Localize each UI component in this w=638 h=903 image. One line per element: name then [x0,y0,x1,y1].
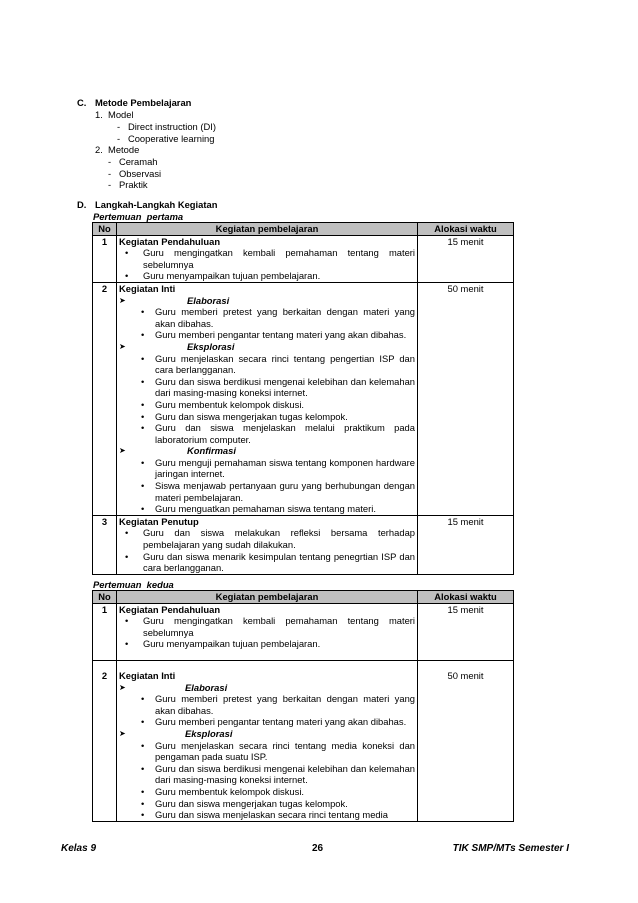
list-item: • Guru memberi pretest yang berkaitan dengan materi yang akan dibahas. [119,693,415,716]
eksplorasi-heading: ➤ Eksplorasi [119,727,233,739]
row-activities [117,660,418,821]
row-time: 15 menit [418,235,514,282]
section-d-title: Langkah-Langkah Kegiatan [95,199,218,210]
row-activities [117,603,418,660]
list-item: • Siswa menjawab pertanyaan guru yang berhubungan dengan materi pembelajaran. [119,480,415,503]
header-kegiatan: Kegiatan pembelajaran [117,591,418,604]
table-row [93,660,514,821]
header-no: No [93,591,117,604]
model-item-2: - Cooperative learning [117,133,215,144]
arrow-bullet-icon: ➤ [119,728,126,738]
row-title: Kegiatan Inti [119,669,176,681]
row-number: 3 [93,515,117,574]
header-kegiatan: Kegiatan pembelajaran [117,223,418,236]
list-item: • Guru dan siswa menjelaskan secara rinci tentang media [119,809,415,821]
metode-item-3: - Praktik [108,179,148,190]
table-row [93,603,514,660]
list-item: • Guru membentuk kelompok diskusi. [119,786,415,798]
row-time: 15 menit [418,515,514,574]
footer-class: Kelas 9 [61,843,97,854]
row-time: 50 menit [418,282,514,515]
list-item: • Guru memberi pengantar tentang materi yang akan dibahas. [119,329,415,341]
row-number: 1 [93,235,117,282]
list-item: • Guru dan siswa berdikusi mengenai kelebihan dan kelemahan dari masing-masing koneksi internet. [119,376,415,399]
section-c-title: Metode Pembelajaran [95,97,192,108]
list-item: • Guru menjelaskan secara rinci tentang pengertian ISP dan cara berlangganan. [119,353,415,376]
row-number: 2 [93,282,117,515]
list-item: • Guru dan siswa mengerjakan tugas kelompok. [119,798,415,810]
elaborasi-heading: ➤ Elaborasi [119,681,228,693]
row-activities [117,515,418,574]
list-item: • Guru mengingatkan kembali pemahaman tentang materi sebelumnya [119,247,415,270]
list-item: • Guru menyampaikan tujuan pembelajaran. [119,270,415,282]
list-item: • Guru menguji pemahaman siswa tentang komponen hardware jaringan internet. [119,457,415,480]
eksplorasi-heading: ➤ Eksplorasi [119,340,235,352]
table-row [93,515,514,574]
list-item: • Guru dan siswa berdikusi mengenai kelebihan dan kelemahan dari masing-masing koneksi internet. [119,763,415,786]
table-header-row [93,223,514,236]
elaborasi-heading: ➤ Elaborasi [119,294,230,306]
metode-item-1: - Ceramah [108,156,158,167]
list-item: • Guru dan siswa menarik kesimpulan tentang penegrtian ISP dan cara berlangganan. [119,551,415,574]
pertemuan-kedua-label: Pertemuan kedua [93,579,174,590]
model-item-1: - Direct instruction (DI) [117,121,216,132]
row-number: 2 [93,660,117,821]
arrow-bullet-icon: ➤ [119,446,126,456]
arrow-bullet-icon: ➤ [119,682,126,692]
section-c-letter: C. [77,97,87,108]
table-row [93,235,514,282]
row-title: Kegiatan Pendahuluan [119,603,221,615]
list-item: • Guru dan siswa menjelaskan melalui praktikum pada laboratorium computer. [119,422,415,445]
pertemuan-pertama-label: Pertemuan pertama [93,211,184,222]
row-title: Kegiatan Inti [119,282,176,294]
list-item: • Guru menjelaskan secara rinci tentang media koneksi dan pengaman pada suatu ISP. [119,740,415,763]
row-activities [117,235,418,282]
model-label: 1. Model [95,109,134,120]
header-no: No [93,223,117,236]
table-row [93,282,514,515]
row-title: Kegiatan Pendahuluan [119,235,221,247]
row-title: Kegiatan Penutup [119,515,199,527]
list-item: • Guru menyampaikan tujuan pembelajaran. [119,638,415,650]
list-item: • Guru memberi pretest yang berkaitan dengan materi yang akan dibahas. [119,306,415,329]
footer-subject: TIK SMP/MTs Semester I [452,843,569,854]
list-item: • Guru dan siswa melakukan refleksi bersama terhadap pembelajaran yang sudah dilakukan. [119,527,415,550]
konfirmasi-heading: ➤ Konfirmasi [119,445,236,457]
row-time: 50 menit [418,660,514,821]
arrow-bullet-icon: ➤ [119,295,126,305]
meeting1-table [92,222,514,575]
row-activities [117,282,418,515]
list-item: • Guru menguatkan pemahaman siswa tentang materi. [119,503,415,515]
meeting2-table [92,590,514,822]
page-number: 26 [312,843,324,854]
metode-label: 2. Metode [95,144,140,155]
header-alokasi: Alokasi waktu [418,223,514,236]
arrow-bullet-icon: ➤ [119,341,126,351]
list-item: • Guru dan siswa mengerjakan tugas kelompok. [119,411,415,423]
row-time: 15 menit [418,603,514,660]
list-item: • Guru mengingatkan kembali pemahaman tentang materi sebelumnya [119,615,415,638]
table-header-row [93,591,514,604]
section-d-letter: D. [77,199,87,210]
list-item: • Guru membentuk kelompok diskusi. [119,399,415,411]
metode-item-2: - Observasi [108,168,162,179]
list-item: • Guru memberi pengantar tentang materi yang akan dibahas. [119,716,415,728]
header-alokasi: Alokasi waktu [418,591,514,604]
row-number: 1 [93,603,117,660]
